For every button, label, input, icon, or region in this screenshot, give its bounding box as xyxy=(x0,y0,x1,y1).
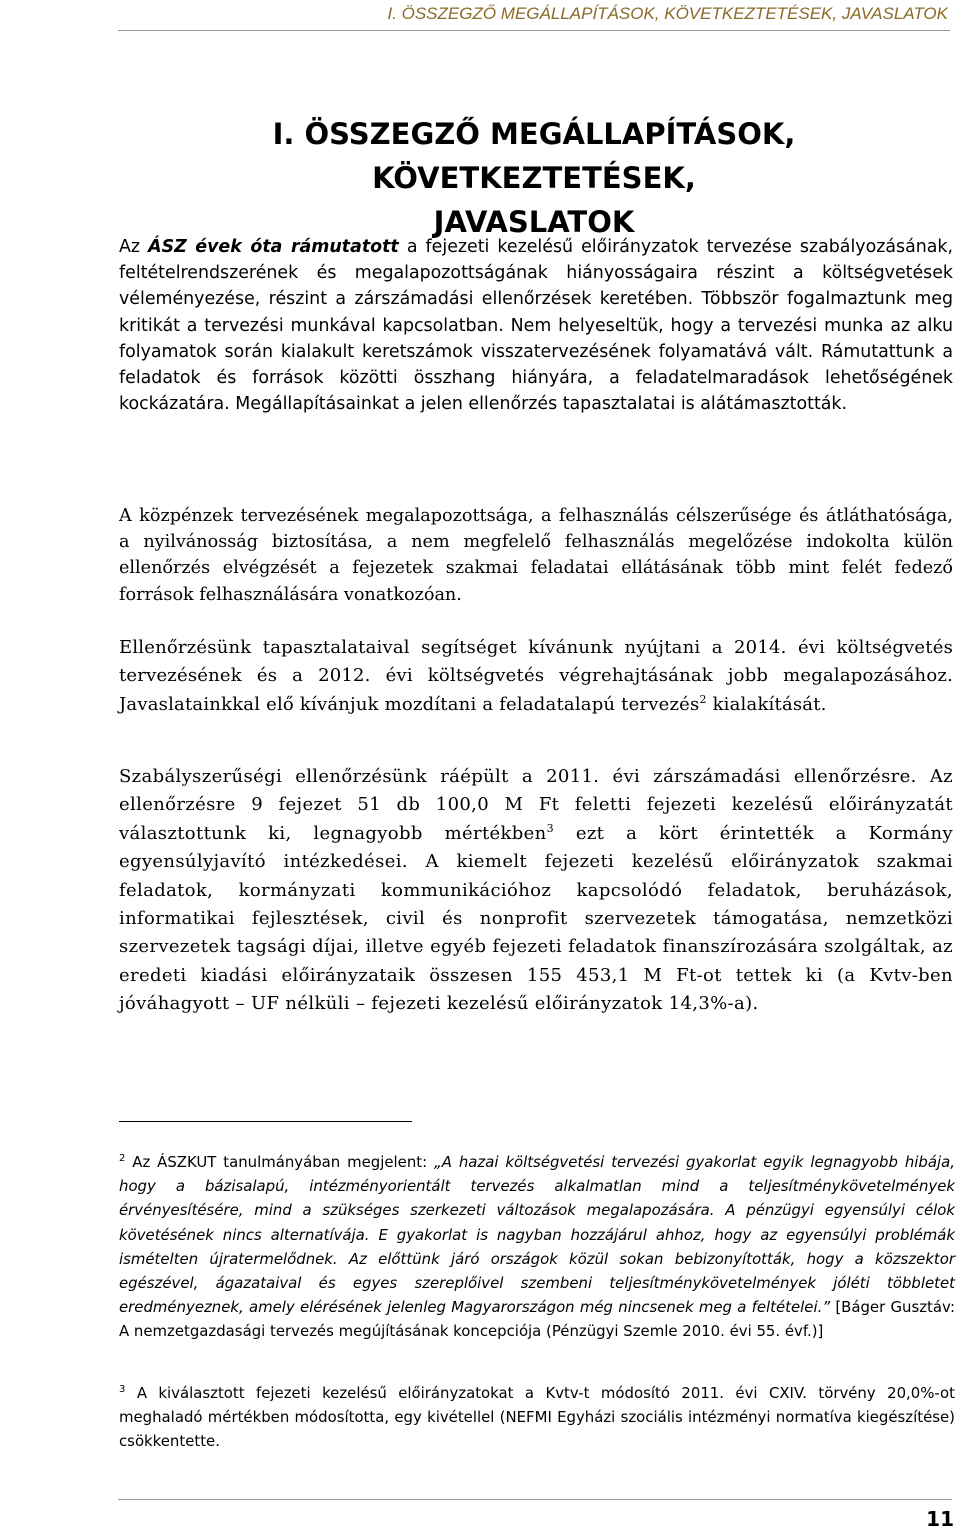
footnote-2-source: [Báger Gusztáv: A nemzetgazdasági tervezés megújításának koncepciója (Pénzügyi Szemle 2010. évi 55. évf.)] xyxy=(119,1298,956,1341)
page-number: 11 xyxy=(926,1507,954,1531)
footnote-2-mark: 2 xyxy=(119,1153,126,1164)
header-divider xyxy=(118,30,950,31)
chapter-title xyxy=(118,112,950,244)
paragraph-3-text: Ellenőrzésünk tapasztalataival segítséget kívánunk nyújtani a 2014. évi költségvetés tervezésének és a 2012. évi költségvetés végrehajtásának jobb megalapozásához. Javaslatainkkal elő kívánjuk mozdítani a feladatalapú tervezés xyxy=(119,637,953,715)
footnote-3-text: A kiválasztott fejezeti kezelésű előirányzatokat a Kvtv-t módosító 2011. évi CXIV. törvény 20,0%-ot meghaladó mértékben módosította, egy kivétellel (NEFMI Egyházi szociális intézményi normatíva kiegészítése) csökkentette. xyxy=(119,1384,955,1451)
paragraph-3-text-end: kialakítását. xyxy=(712,693,827,715)
paragraph-1 xyxy=(119,234,953,417)
paragraph-3 xyxy=(119,634,953,719)
paragraph-4 xyxy=(119,763,953,1019)
footnote-2-lead: Az ÁSZKUT tanulmányában megjelent: xyxy=(132,1153,428,1171)
paragraph-1-emphasis: ÁSZ évek óta rámutatott xyxy=(148,237,399,257)
footnote-2 xyxy=(119,1150,955,1344)
paragraph-4-text-end: ezt a kört érintették a Kormány egyensúlyjavító intézkedései. A kiemelt fejezeti kezelésű előirányzatok szakmai feladatok, kormányzati kommunikációhoz kapcsolódó feladatok, beruházások, informatikai fejlesztések, civil és nonprofit szervezetek támogatása, nemzetközi szervezetek tagsági díjai, illetve egyéb fejezeti feladatok finanszírozására szolgáltak, az eredeti kiadási előirányzataik összesen 155 453,1 M Ft-ot tettek ki (a Kvtv-ben jóváhagyott – UF nélküli – fejezeti kezelésű előirányzatok 14,3%-a). xyxy=(119,822,953,1015)
footnote-2-quote: „A hazai költségvetési tervezési gyakorlat egyik legnagyobb hibája, hogy a bázisalapú, intézményorientált tervezés alkalmatlan mind a teljesítménykövetelmények érvényesítésére, mind a szükséges szerkezeti változások megalapozására. A pénzügyi egyensúlyi célok követésének nincs alternatívája. E gyakorlat is nagyban hozzájárul ahhoz, hogy az egyensúlyi problémák ismételten újratermelődnek. Az előttünk járó országok közül sokan bebizonyították, hogy a közszektor egészével, ágazataival és egyes szereplőivel szembeni teljesítménykövetelmények jóléti többletet eredményeznek, amely elérésének jelenleg Magyarországon még nincsenek meg a feltételei.” xyxy=(119,1153,955,1317)
paragraph-1-text: a fejezeti kezelésű előirányzatok tervezése szabályozásának, feltételrendszerének és megalapozottságának hiányosságaira részint a költségvetések véleményezése, részint a zárszámadási ellenőrzések keretében. Többször fogalmaztunk meg kritikát a tervezési munkával kapcsolatban. Nem helyeseltük, hogy a tervezési munka az alku folyamatok során kialakult keretszámok visszatervezésének folyamatává vált. Rámutattunk a feladatok és források közötti összhang hiányára, a feladatelmaradások lehetőségének kockázatára. Megállapításainkat a jelen ellenőrzés tapasztalatai is alátámasztották. xyxy=(119,237,954,415)
paragraph-2: A közpénzek tervezésének megalapozottsága, a felhasználás célszerűsége és átláthatósága, a nyilvánosság biztosítása, a nem megfelelő felhasználás megelőzése indokolta külön ellenőrzés elvégzését a fejezetek szakmai feladatai ellátásának több mint felét fedező források felhasználására vonatkozóan. xyxy=(119,506,953,605)
chapter-title-line-1: I. ÖSSZEGZŐ MEGÁLLAPÍTÁSOK, KÖVETKEZTETÉSEK, xyxy=(272,117,796,195)
paragraph-1-lead: Az xyxy=(119,237,141,257)
paragraph-4-text: Szabályszerűségi ellenőrzésünk ráépült a 2011. évi zárszámadási ellenőrzésre. Az ellenőrzésre 9 fejezet 51 db 100,0 M Ft feletti fejezeti kezelésű előirányzatát választottunk ki, legnagyobb mértékben xyxy=(119,766,953,844)
chapter-title-line-2: JAVASLATOK xyxy=(433,205,635,239)
footnote-3-mark: 3 xyxy=(119,1384,126,1395)
running-header: I. ÖSSZEGZŐ MEGÁLLAPÍTÁSOK, KÖVETKEZTETÉSEK, JAVASLATOK xyxy=(387,4,948,23)
footer-divider xyxy=(118,1499,952,1500)
footnote-separator xyxy=(119,1121,412,1122)
footnote-3 xyxy=(119,1381,955,1454)
footnote-ref-3[interactable]: 3 xyxy=(546,821,554,835)
footnote-ref-2[interactable]: 2 xyxy=(699,692,707,706)
